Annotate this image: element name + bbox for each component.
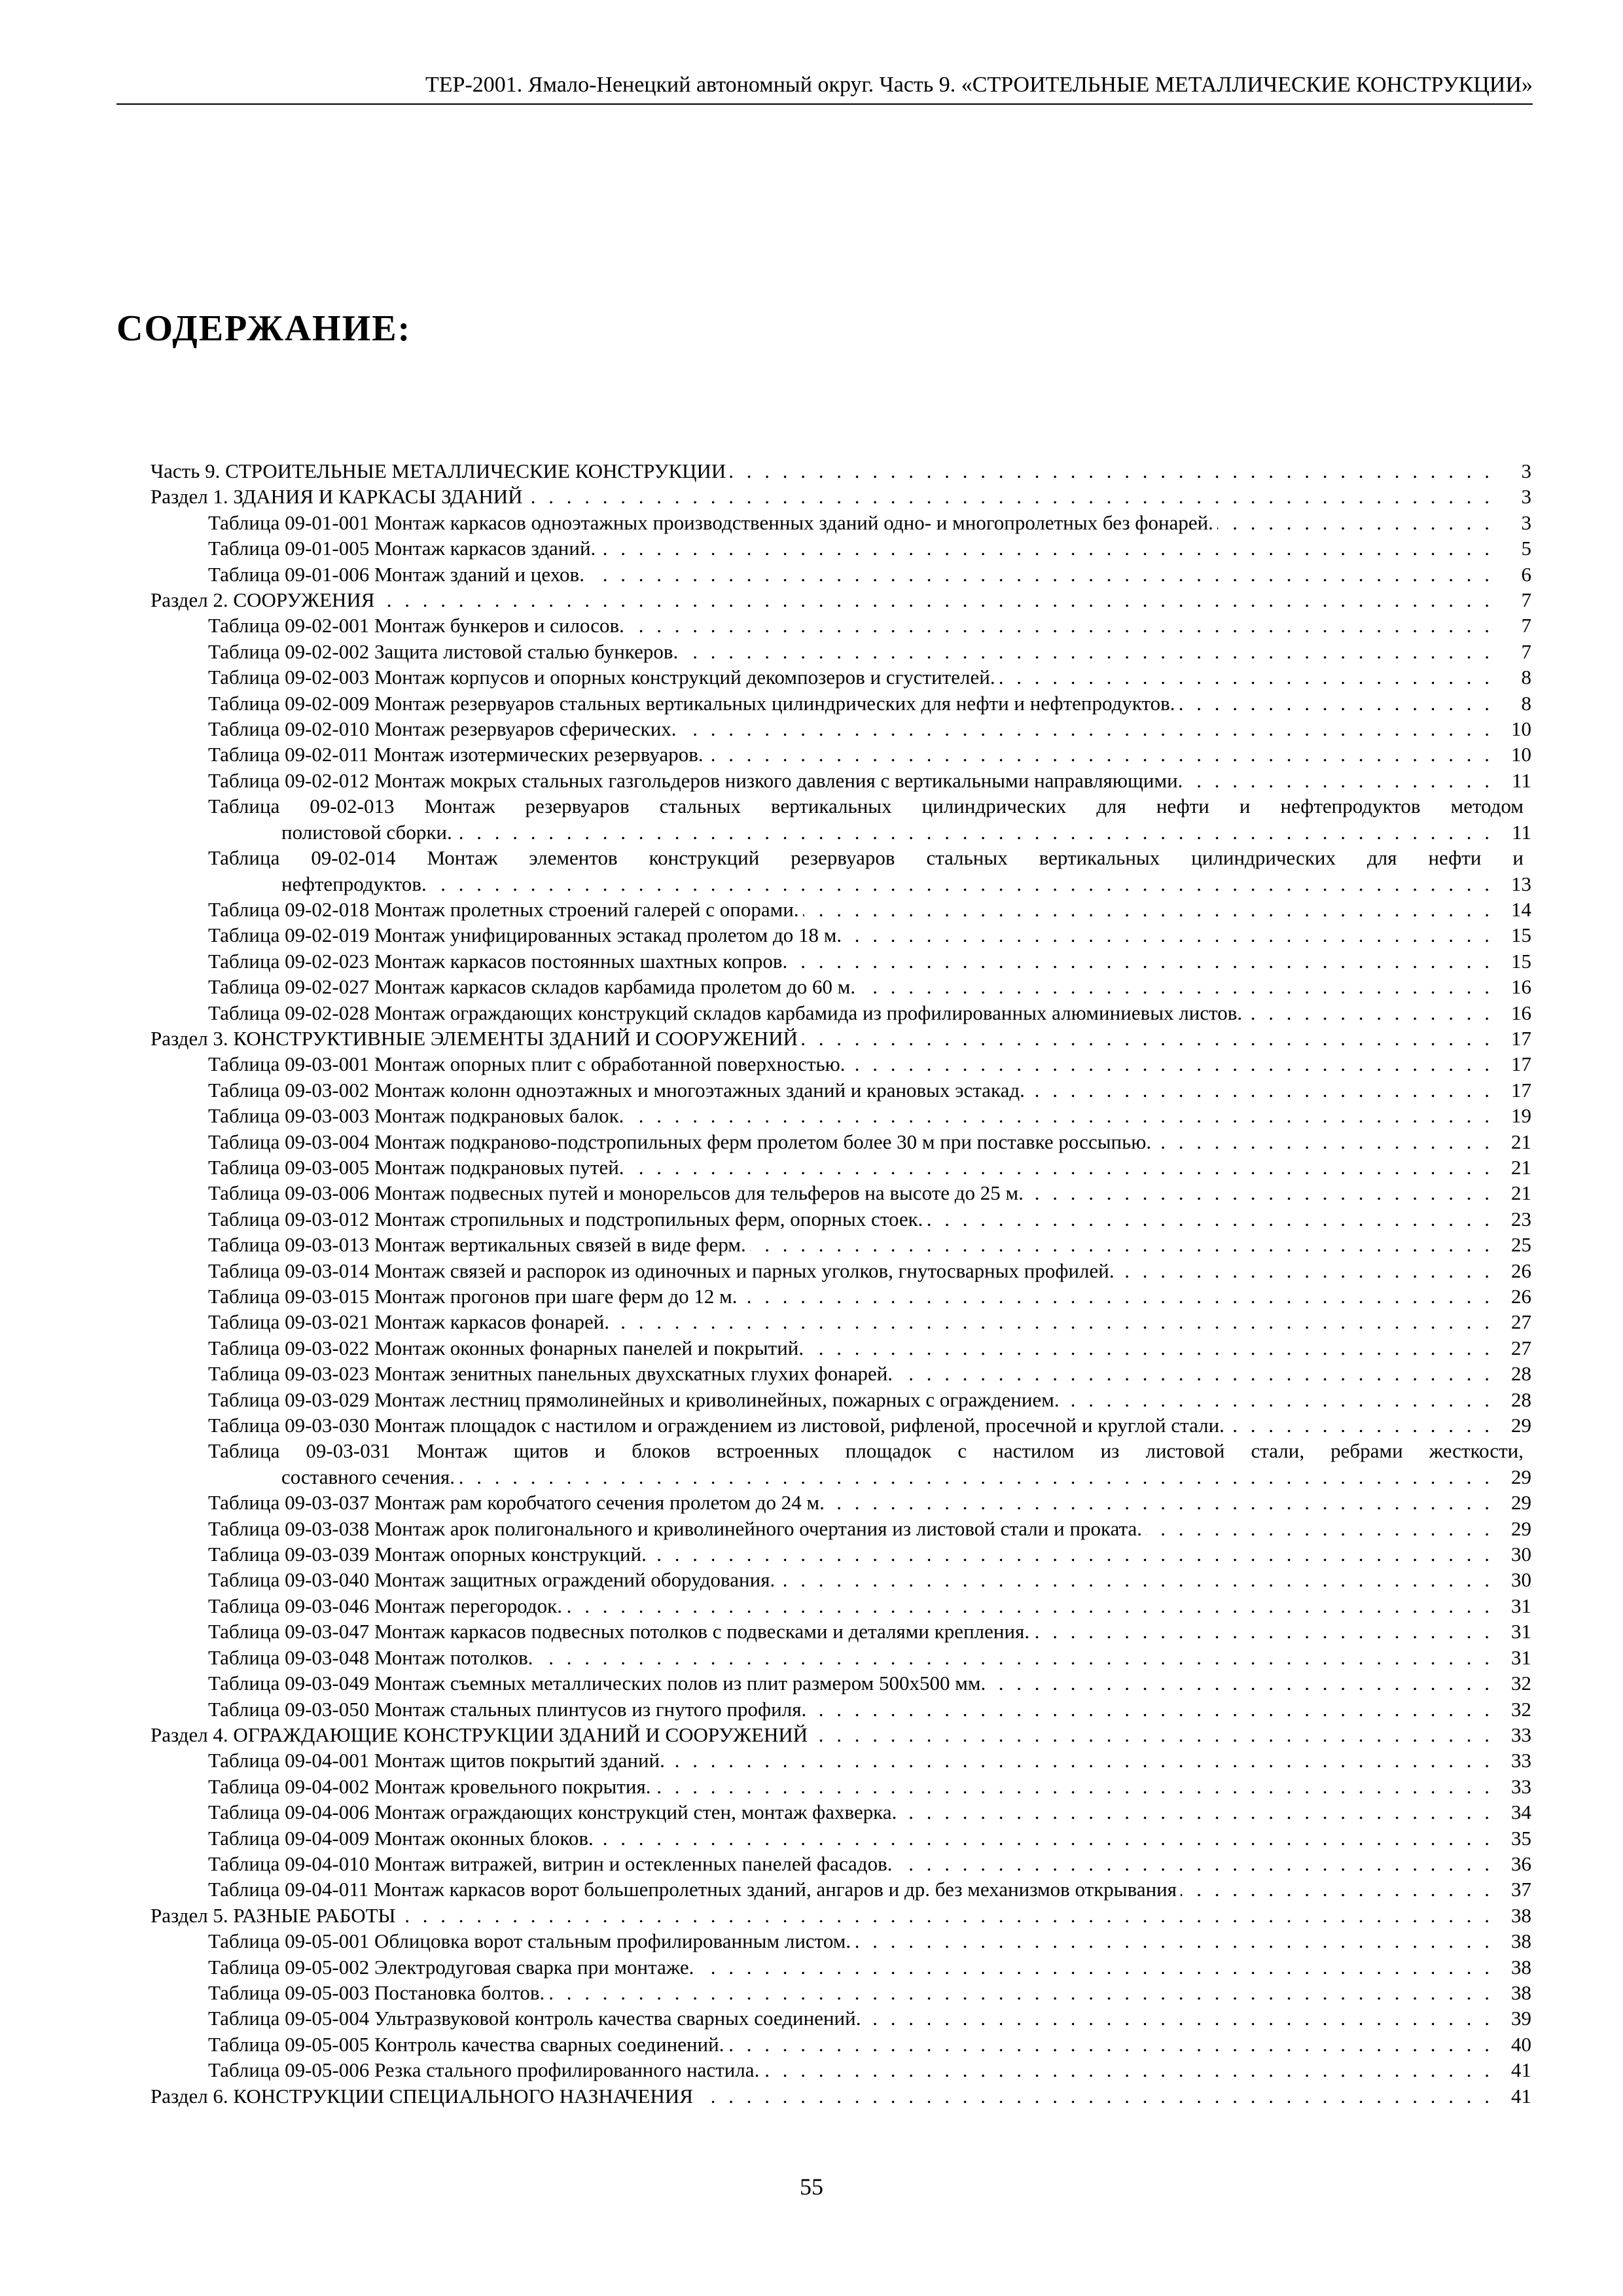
toc-entry[interactable] (151, 1180, 1531, 1206)
toc-entry[interactable] (151, 897, 1531, 922)
toc-entry[interactable] (151, 691, 1531, 716)
toc-entry-text: Таблица 09-03-039 Монтаж опорных конструкций. (208, 1543, 647, 1566)
dot-leader (829, 1490, 1493, 1515)
toc-entry-text: Таблица 09-02-023 Монтаж каркасов постоянных шахтных копров. (208, 949, 788, 973)
toc-entry[interactable] (151, 1954, 1531, 1980)
toc-section[interactable] (151, 2083, 1531, 2109)
toc-entry-text: Таблица 09-05-005 Контроль качества сварных соединений. (208, 2032, 724, 2056)
toc-entry-continuation: составного сечения. (281, 1465, 455, 1488)
dot-leader (669, 1748, 1493, 1773)
toc-entry[interactable] (151, 1748, 1531, 1773)
dot-leader (999, 664, 1493, 690)
toc-entry-text: Таблица 09-03-015 Монтаж прогонов при шаге ферм до 12 м. (208, 1285, 738, 1308)
toc-page-number: 40 (1511, 2032, 1531, 2056)
toc-entry-text: Таблица 09-03-048 Монтаж потолков. (208, 1645, 533, 1669)
dot-leader (730, 458, 1493, 484)
toc-entry-text: Таблица 09-05-006 Резка стального профилированного настила. (208, 2058, 760, 2082)
dot-leader (896, 1851, 1493, 1876)
toc-page-number: 28 (1511, 1362, 1531, 1386)
toc-entry[interactable] (151, 1774, 1531, 1799)
dot-leader (779, 1567, 1493, 1592)
toc-page-number: 11 (1512, 768, 1531, 792)
toc-entry[interactable] (151, 1490, 1531, 1515)
dot-leader (599, 535, 1493, 561)
dot-leader (628, 1103, 1493, 1128)
toc-page-number: 30 (1511, 1543, 1531, 1566)
dot-leader (548, 1980, 1493, 2005)
toc-page-number: 29 (1511, 1465, 1531, 1488)
toc-entry-text: Таблица 09-05-003 Постановка болтов. (208, 1981, 545, 2004)
toc-entry-continuation: полистовой сборки. (281, 820, 452, 844)
toc-page-number: 36 (1511, 1852, 1531, 1875)
toc-entry-text: Таблица 09-04-009 Монтаж оконных блоков. (208, 1826, 594, 1850)
toc-page-number: 37 (1511, 1878, 1531, 1901)
toc-entry[interactable] (151, 1619, 1531, 1644)
dot-leader (628, 613, 1493, 638)
toc-entry[interactable] (151, 845, 1531, 897)
toc-entry[interactable] (151, 535, 1531, 561)
dot-leader (1179, 691, 1493, 716)
toc-page-number: 32 (1511, 1672, 1531, 1695)
dot-leader (1186, 768, 1493, 793)
toc-page-number: 7 (1521, 588, 1531, 612)
toc-page-number: 23 (1511, 1207, 1531, 1230)
toc-page-number: 39 (1511, 2007, 1531, 2030)
toc-entry-text: Часть 9. СТРОИТЕЛЬНЫЕ МЕТАЛЛИЧЕСКИЕ КОНСТРУКЦИИ (151, 459, 726, 482)
toc-page-number: 10 (1511, 717, 1531, 741)
toc-page-number: 33 (1511, 1774, 1531, 1798)
toc-page-number: 34 (1511, 1801, 1531, 1824)
toc-entry-text: Раздел 4. ОГРАЖДАЮЩИЕ КОНСТРУКЦИИ ЗДАНИЙ И СООРУЖЕНИЙ (151, 1723, 808, 1746)
dot-leader (459, 1464, 1493, 1490)
toc-entry[interactable] (151, 1799, 1531, 1825)
toc-section[interactable] (151, 1903, 1531, 1928)
dot-leader (1217, 510, 1493, 535)
toc-page-number: 3 (1521, 485, 1531, 509)
toc-page-number: 15 (1511, 949, 1531, 973)
toc-entry[interactable] (151, 1206, 1531, 1232)
toc-entry[interactable] (151, 1129, 1531, 1155)
toc-page-number: 14 (1511, 897, 1531, 921)
toc-entry-text: Таблица 09-03-037 Монтаж рам коробчатого сечения пролетом до 24 м. (208, 1491, 825, 1515)
dot-leader (1246, 1000, 1493, 1026)
toc-entry-text: Таблица 09-02-011 Монтаж изотермических резервуаров. (208, 743, 704, 766)
running-header: ТЕР-2001. Ямало-Ненецкий автономный округ. Часть 9. «СТРОИТЕЛЬНЫЕ МЕТАЛЛИЧЕСКИЕ КОНСТРУКЦИИ» (116, 71, 1533, 105)
toc-section[interactable] (151, 458, 1531, 484)
toc-page-number: 5 (1521, 537, 1531, 560)
toc-entry-text: Таблица 09-03-014 Монтаж связей и распорок из одиночных и парных уголков, гнутосварных профилей. (208, 1259, 1115, 1282)
toc-entry[interactable] (151, 613, 1531, 638)
toc-entry-text: Таблица 09-02-019 Монтаж унифицированных эстакад пролетом до 18 м. (208, 924, 842, 947)
toc-entry-text: Таблица 09-02-027 Монтаж каркасов складов карбамида пролетом до 60 м. (208, 975, 856, 999)
toc-entry[interactable] (151, 1516, 1531, 1541)
toc-entry-text: Таблица 09-03-012 Монтаж стропильных и подстропильных ферм, опорных стоек. (208, 1207, 923, 1230)
toc-page-number: 31 (1511, 1645, 1531, 1669)
toc-entry[interactable] (151, 1412, 1531, 1438)
toc-entry-text: Таблица 09-03-005 Монтаж подкрановых путей. (208, 1155, 624, 1179)
toc-page-number: 27 (1511, 1310, 1531, 1334)
toc-entry[interactable] (151, 510, 1531, 535)
toc-page-number: 8 (1521, 691, 1531, 715)
toc-entry-text: Таблица 09-03-006 Монтаж подвесных путей и монорельсов для тельферов на высоте до 25 м. (208, 1181, 1024, 1205)
toc-entry[interactable] (151, 1567, 1531, 1592)
dot-leader (791, 948, 1493, 974)
toc-page-number: 10 (1511, 743, 1531, 766)
toc-page-number: 38 (1511, 1929, 1531, 1953)
toc-entry-text: Таблица 09-02-001 Монтаж бункеров и силосов. (208, 614, 624, 637)
toc-page-number: 17 (1511, 1052, 1531, 1076)
toc-entry-text: Таблица 09-03-001 Монтаж опорных плит с обработанной поверхностью. (208, 1052, 846, 1076)
toc-page-number: 15 (1511, 924, 1531, 947)
dot-leader (859, 974, 1493, 999)
toc-page-number: 38 (1511, 1981, 1531, 2004)
toc-page-number: 3 (1521, 511, 1531, 534)
toc-entry[interactable] (151, 1696, 1531, 1722)
dot-leader (1118, 1258, 1493, 1283)
toc-page-number: 41 (1511, 2084, 1531, 2108)
toc-entry[interactable] (151, 716, 1531, 742)
toc-entry-text: Таблица 09-02-018 Монтаж пролетных строений галерей с опорами. (208, 897, 799, 921)
toc-page-number: 21 (1511, 1130, 1531, 1153)
dot-leader (1155, 1129, 1493, 1155)
toc-page-number: 25 (1511, 1233, 1531, 1257)
toc-entry-text: Таблица 09-01-005 Монтаж каркасов зданий. (208, 537, 596, 560)
toc-page-number: 33 (1511, 1723, 1531, 1746)
toc-entry[interactable] (151, 664, 1531, 690)
dot-leader (707, 742, 1493, 767)
toc-entry[interactable] (151, 1387, 1531, 1412)
dot-leader (897, 1361, 1493, 1386)
toc-entry[interactable] (151, 1928, 1531, 1954)
toc-entry-text: Таблица 09-03-049 Монтаж съемных металлических полов из плит размером 500x500 мм. (208, 1672, 986, 1695)
dot-leader (1181, 1876, 1493, 1902)
toc-entry-text: Таблица 09-03-004 Монтаж подкраново-подстропильных ферм пролетом более 30 м при поставке россыпью. (208, 1130, 1152, 1153)
toc-page-number: 17 (1511, 1026, 1531, 1050)
dot-leader (750, 1232, 1493, 1257)
toc-entry-text: Таблица 09-03-046 Монтаж перегородок. (208, 1594, 562, 1617)
toc-page-number: 7 (1521, 614, 1531, 637)
toc-page-number: 31 (1511, 1620, 1531, 1643)
toc-entry[interactable] (151, 1361, 1531, 1386)
toc-entry-text: Таблица 09-04-010 Монтаж витражей, витрин и остекленных панелей фасадов. (208, 1852, 893, 1875)
toc-page-number: 41 (1511, 2058, 1531, 2082)
toc-entry-text: Таблица 09-04-011 Монтаж каркасов ворот большепролетных зданий, ангаров и др. без механизмов открывания (208, 1878, 1177, 1901)
dot-leader (846, 922, 1493, 948)
toc-entry-continuation: нефтепродуктов. (281, 872, 427, 895)
toc-entry-text: Таблица 09-03-050 Монтаж стальных плинтусов из гнутого профиля. (208, 1697, 807, 1721)
dot-leader (431, 871, 1493, 897)
toc-entry[interactable] (151, 1335, 1531, 1361)
toc-entry[interactable] (151, 1670, 1531, 1696)
dot-leader (566, 1593, 1493, 1619)
toc-entry[interactable] (151, 1051, 1531, 1077)
toc-entry[interactable] (151, 1309, 1531, 1335)
dot-leader (812, 1722, 1493, 1748)
toc-page-number: 16 (1511, 1001, 1531, 1024)
toc-page-number: 3 (1521, 459, 1531, 482)
toc-page-number: 29 (1511, 1516, 1531, 1540)
toc-entry[interactable] (151, 768, 1531, 793)
dot-leader (901, 1799, 1493, 1825)
dot-leader (651, 1541, 1493, 1567)
dot-leader (810, 1696, 1493, 1722)
toc-entry-text: Таблица 09-04-006 Монтаж ограждающих конструкций стен, монтаж фахверка. (208, 1801, 897, 1824)
dot-leader (1027, 1180, 1493, 1206)
toc-page-number: 29 (1511, 1414, 1531, 1437)
dot-leader (990, 1670, 1493, 1696)
toc-entry-text: Таблица 09-02-009 Монтаж резервуаров стальных вертикальных цилиндрических для нефти и нефтепродуктов. (208, 691, 1175, 715)
toc-entry-text: Таблица 09-03-021 Монтаж каркасов фонарей. (208, 1310, 610, 1334)
toc-page-number: 7 (1521, 639, 1531, 663)
toc-entry-text: Таблица 09-03-030 Монтаж площадок с настилом и ограждением из листовой, рифленой, просечной и круглой стали. (208, 1414, 1224, 1437)
toc-page-number: 26 (1511, 1259, 1531, 1282)
toc-entry-text: Таблица 09-04-002 Монтаж кровельного покрытия. (208, 1774, 651, 1798)
dot-leader (456, 819, 1493, 845)
toc-entry-text: Раздел 3. КОНСТРУКТИВНЫЕ ЭЛЕМЕНТЫ ЗДАНИЙ И СООРУЖЕНИЙ (151, 1026, 798, 1050)
toc-entry[interactable] (151, 974, 1531, 999)
toc-page-number: 32 (1511, 1697, 1531, 1721)
dot-leader (597, 1825, 1493, 1851)
toc-page-number: 21 (1511, 1155, 1531, 1179)
dot-leader (681, 716, 1493, 742)
toc-entry[interactable] (151, 742, 1531, 767)
toc-entry-text: Таблица 09-03-038 Монтаж арок полигонального и криволинейного очертания из листовой стали и проката. (208, 1516, 1143, 1540)
toc-entry-text: Таблица 09-03-047 Монтаж каркасов подвесных потолков с подвесками и деталями крепления. (208, 1620, 1030, 1643)
toc-entry[interactable] (151, 1103, 1531, 1128)
toc-entry[interactable] (151, 1258, 1531, 1283)
toc-page-number: 26 (1511, 1285, 1531, 1308)
toc-entry-text: Раздел 1. ЗДАНИЯ И КАРКАСЫ ЗДАНИЙ (151, 485, 523, 509)
dot-leader (655, 1774, 1493, 1799)
toc-entry-text: Таблица 09-02-003 Монтаж корпусов и опорных конструкций декомпозеров и сгустителей. (208, 666, 995, 689)
dot-leader (849, 1051, 1493, 1077)
toc-entry[interactable] (151, 1851, 1531, 1876)
dot-leader (628, 1155, 1493, 1180)
toc-entry-text: Таблица 09-03-002 Монтаж колонн одноэтажных и многоэтажных зданий и крановых эстакад. (208, 1078, 1025, 1102)
toc-entry[interactable] (151, 2057, 1531, 2083)
dot-leader (763, 2057, 1493, 2083)
toc-entry-text: Таблица 09-03-022 Монтаж оконных фонарных панелей и покрытий. (208, 1336, 804, 1359)
dot-leader (1228, 1412, 1493, 1438)
toc-entry[interactable] (151, 639, 1531, 664)
dot-leader (728, 2032, 1494, 2057)
dot-leader (803, 897, 1493, 922)
toc-section[interactable] (151, 484, 1531, 509)
toc-page-number: 29 (1511, 1491, 1531, 1515)
toc-entry-text: Таблица 09-03-013 Монтаж вертикальных связей в виде ферм. (208, 1233, 746, 1257)
dot-leader (1146, 1516, 1493, 1541)
toc-page-number: 31 (1511, 1594, 1531, 1617)
toc-page-number: 17 (1511, 1078, 1531, 1102)
toc-section[interactable] (151, 587, 1531, 613)
toc-entry-text: Таблица 09-02-013 Монтаж резервуаров стальных вертикальных цилиндрических для нефти и нефтепродуктов методом (208, 795, 1524, 818)
toc-entry[interactable] (151, 1541, 1531, 1567)
toc-entry-text: Таблица 09-01-001 Монтаж каркасов одноэтажных производственных зданий одно- и многопролетных без фонарей. (208, 511, 1213, 534)
toc-entry-text: Таблица 09-02-028 Монтаж ограждающих конструкций складов карбамида из профилированных алюминиевых листов. (208, 1001, 1243, 1024)
toc-entry-text: Таблица 09-03-040 Монтаж защитных ограждений оборудования. (208, 1568, 776, 1592)
toc-entry[interactable] (151, 562, 1531, 587)
toc-entry-text: Таблица 09-03-029 Монтаж лестниц прямолинейных и криволинейных, пожарных с ограждением. (208, 1388, 1060, 1411)
dot-leader (698, 1954, 1493, 1980)
toc-page-number: 35 (1511, 1826, 1531, 1850)
toc-page-number: 6 (1521, 562, 1531, 586)
toc-entry-text: Таблица 09-02-014 Монтаж элементов конструкций резервуаров стальных вертикальных цилиндрических для нефти и (208, 846, 1524, 870)
toc-entry[interactable] (151, 1232, 1531, 1257)
toc-entry-text: Таблица 09-02-012 Монтаж мокрых стальных газгольдеров низкого давления с вертикальными направляющими. (208, 768, 1183, 792)
dot-leader (1029, 1077, 1493, 1103)
toc-entry[interactable] (151, 922, 1531, 948)
toc-page-number: 8 (1521, 666, 1531, 689)
toc-entry[interactable] (151, 1438, 1531, 1490)
dot-leader (537, 1645, 1493, 1670)
toc-section[interactable] (151, 1722, 1531, 1748)
toc-entry-text: Таблица 09-03-023 Монтаж зенитных панельных двухскатных глухих фонарей. (208, 1362, 893, 1386)
toc-entry[interactable] (151, 1645, 1531, 1670)
toc-page-number: 33 (1511, 1749, 1531, 1772)
toc-entry[interactable] (151, 948, 1531, 974)
toc-entry-text: Раздел 2. СООРУЖЕНИЯ (151, 588, 375, 612)
dot-leader (613, 1309, 1493, 1335)
dot-leader (802, 1026, 1493, 1051)
dot-leader (808, 1335, 1493, 1361)
dot-leader (1063, 1387, 1493, 1412)
page-title: СОДЕРЖАНИЕ: (116, 308, 412, 349)
toc-entry[interactable] (151, 1825, 1531, 1851)
dot-leader (697, 2083, 1493, 2109)
dot-leader (527, 484, 1493, 509)
toc-entry[interactable] (151, 1876, 1531, 1902)
toc-page-number: 28 (1511, 1388, 1531, 1411)
toc-page-number: 30 (1511, 1568, 1531, 1592)
toc-entry[interactable] (151, 1283, 1531, 1309)
toc-entry-text: Таблица 09-01-006 Монтаж зданий и цехов. (208, 562, 584, 586)
dot-leader (682, 639, 1493, 664)
toc-entry-text: Таблица 09-05-004 Ультразвуковой контроль качества сварных соединений. (208, 2007, 861, 2030)
toc-entry[interactable] (151, 793, 1531, 845)
toc-entry[interactable] (151, 1155, 1531, 1180)
dot-leader (865, 2005, 1493, 2031)
toc-section[interactable] (151, 1026, 1531, 1051)
toc-entry[interactable] (151, 2032, 1531, 2057)
dot-leader (400, 1903, 1493, 1928)
toc-entry-text: Раздел 6. КОНСТРУКЦИИ СПЕЦИАЛЬНОГО НАЗНАЧЕНИЯ (151, 2084, 693, 2108)
toc-page-number: 38 (1511, 1903, 1531, 1927)
toc-entry-text: Таблица 09-04-001 Монтаж щитов покрытий зданий. (208, 1749, 665, 1772)
toc-entry-text: Таблица 09-05-002 Электродуговая сварка при монтаже. (208, 1955, 694, 1979)
table-of-contents (151, 458, 1531, 2109)
toc-page-number: 11 (1512, 820, 1531, 844)
toc-entry[interactable] (151, 1593, 1531, 1619)
toc-entry-text: Раздел 5. РАЗНЫЕ РАБОТЫ (151, 1903, 396, 1927)
dot-leader (378, 587, 1493, 613)
toc-page-number: 13 (1511, 872, 1531, 895)
toc-entry[interactable] (151, 1980, 1531, 2005)
toc-entry[interactable] (151, 1000, 1531, 1026)
toc-page-number: 21 (1511, 1181, 1531, 1205)
toc-entry-text: Таблица 09-02-010 Монтаж резервуаров сферических. (208, 717, 677, 741)
toc-page-number: 19 (1511, 1104, 1531, 1128)
toc-entry-text: Таблица 09-03-031 Монтаж щитов и блоков встроенных площадок с настилом из листовой стали, ребрами жесткости, (208, 1439, 1524, 1463)
toc-entry-text: Таблица 09-03-003 Монтаж подкрановых балок. (208, 1104, 624, 1128)
dot-leader (741, 1283, 1493, 1309)
dot-leader (855, 1928, 1493, 1954)
toc-entry-text: Таблица 09-02-002 Защита листовой сталью бункеров. (208, 639, 679, 663)
dot-leader (588, 562, 1493, 587)
toc-page-number: 27 (1511, 1336, 1531, 1359)
toc-entry[interactable] (151, 2005, 1531, 2031)
dot-leader (927, 1206, 1493, 1232)
dot-leader (1033, 1619, 1493, 1644)
toc-page-number: 38 (1511, 1955, 1531, 1979)
page-number: 55 (800, 2174, 823, 2200)
toc-entry-text: Таблица 09-05-001 Облицовка ворот стальным профилированным листом. (208, 1929, 851, 1953)
toc-entry[interactable] (151, 1077, 1531, 1103)
toc-page-number: 16 (1511, 975, 1531, 999)
